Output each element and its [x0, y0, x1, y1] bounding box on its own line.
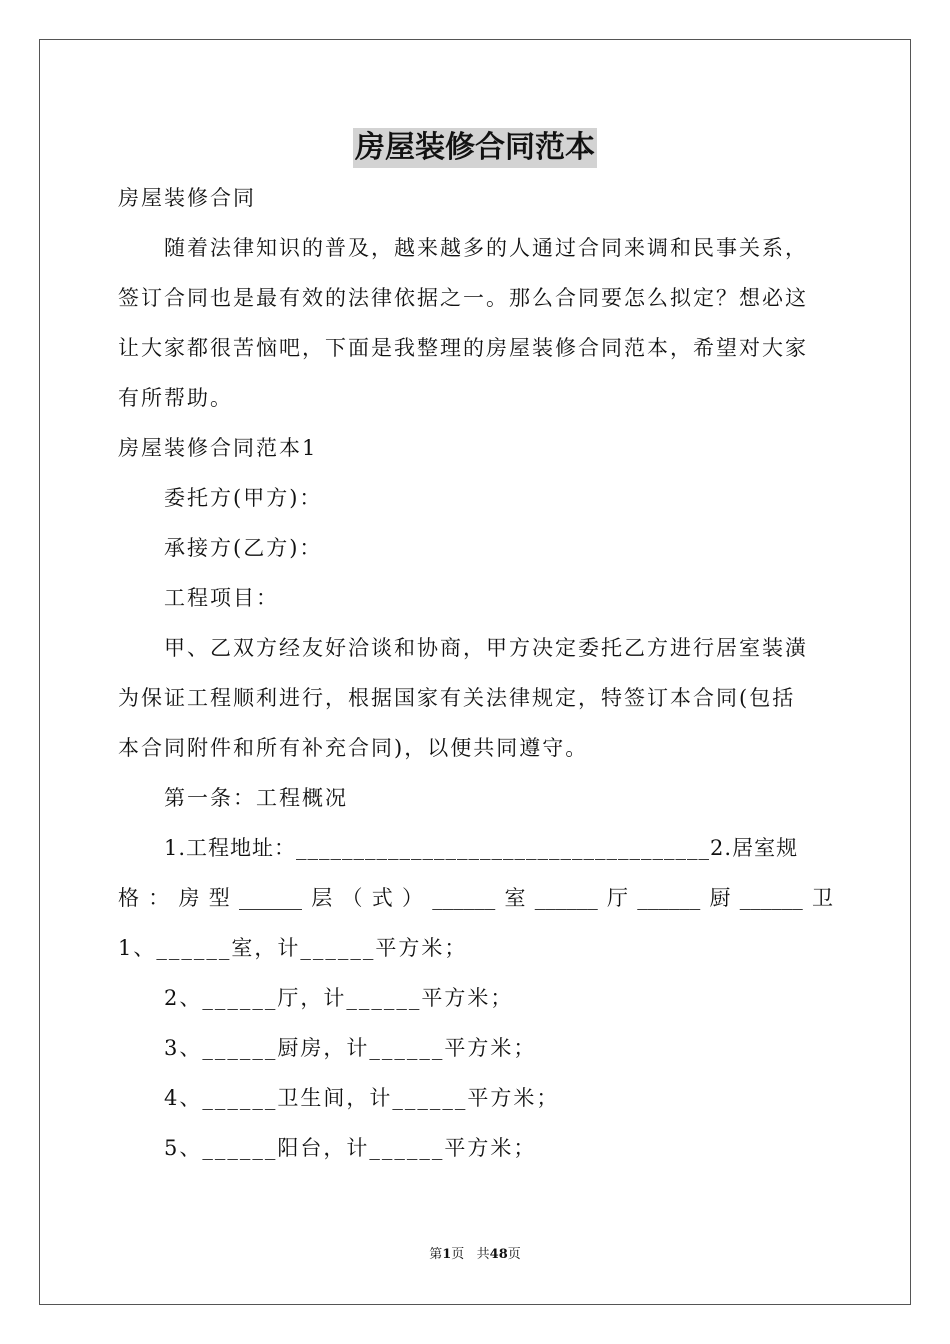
intro-line-1: 随着法律知识的普及，越来越多的人通过合同来调和民事关系，: [164, 236, 808, 260]
footer-page-prefix: 第: [429, 1247, 443, 1262]
spec-token: 型: [208, 886, 230, 910]
spec-token: 房: [178, 886, 200, 910]
agreement-line-2: 为保证工程顺利进行，根据国家有关法律规定，特签订本合同(包括: [118, 686, 796, 710]
intro-line-3: 让大家都很苦恼吧，下面是我整理的房屋装修合同范本，希望对大家: [118, 336, 808, 360]
spec-token: 层: [311, 886, 333, 910]
footer-total-pages: 48: [489, 1247, 508, 1262]
intro-line-2: 签订合同也是最有效的法律依据之一。那么合同要怎么拟定？想必这: [118, 286, 808, 310]
footer-page-mid: 页 共: [451, 1247, 490, 1262]
spec-blank: ______: [534, 886, 598, 910]
party-b-label: 承接方(乙方)：: [164, 536, 323, 560]
agreement-line-1: 甲、乙双方经友好洽谈和协商，甲方决定委托乙方进行居室装潢: [164, 636, 808, 660]
document-title: 房屋装修合同范本: [353, 128, 597, 168]
article-1-heading: 第一条：工程概况: [164, 786, 348, 810]
spec-token: （: [341, 886, 363, 910]
spec-token: 厨: [709, 886, 731, 910]
subtitle: 房屋装修合同: [118, 186, 256, 210]
spec-token: 厅: [607, 886, 628, 910]
spec-token: ）: [402, 886, 423, 910]
page-border: [39, 39, 911, 1305]
spec-token: 式: [371, 886, 393, 910]
spec-blank: ______: [239, 886, 302, 910]
footer-page-suffix: 页: [507, 1247, 521, 1262]
room-line-5: 5、______阳台，计______平方米；: [164, 1136, 537, 1160]
section-heading: 房屋装修合同范本1: [118, 436, 318, 460]
address-line: 1.工程地址：____________________________________2.居室规: [164, 836, 799, 860]
title-block: [0, 128, 950, 168]
agreement-line-3: 本合同附件和所有补充合同)，以便共同遵守。: [118, 736, 589, 760]
room-line-4: 4、______卫生间，计______平方米；: [164, 1086, 560, 1110]
spec-blank: ______: [637, 886, 701, 910]
spec-blank: ______: [739, 886, 803, 910]
room-line-1: 1、______室，计______平方米；: [118, 936, 468, 960]
spec-token: 格: [118, 886, 139, 910]
intro-line-4: 有所帮助。: [118, 386, 233, 410]
party-a-label: 委托方(甲方)：: [164, 486, 323, 510]
project-label: 工程项目：: [164, 586, 279, 610]
page-footer: [0, 1246, 950, 1264]
spec-line: [118, 883, 833, 913]
room-line-3: 3、______厨房，计______平方米；: [164, 1036, 537, 1060]
spec-token: 卫: [812, 886, 833, 910]
spec-blank: ______: [432, 886, 496, 910]
room-line-2: 2、______厅，计______平方米；: [164, 986, 514, 1010]
footer-page-number: 1: [442, 1247, 452, 1262]
spec-token: ：: [148, 886, 170, 910]
spec-token: 室: [504, 886, 526, 910]
